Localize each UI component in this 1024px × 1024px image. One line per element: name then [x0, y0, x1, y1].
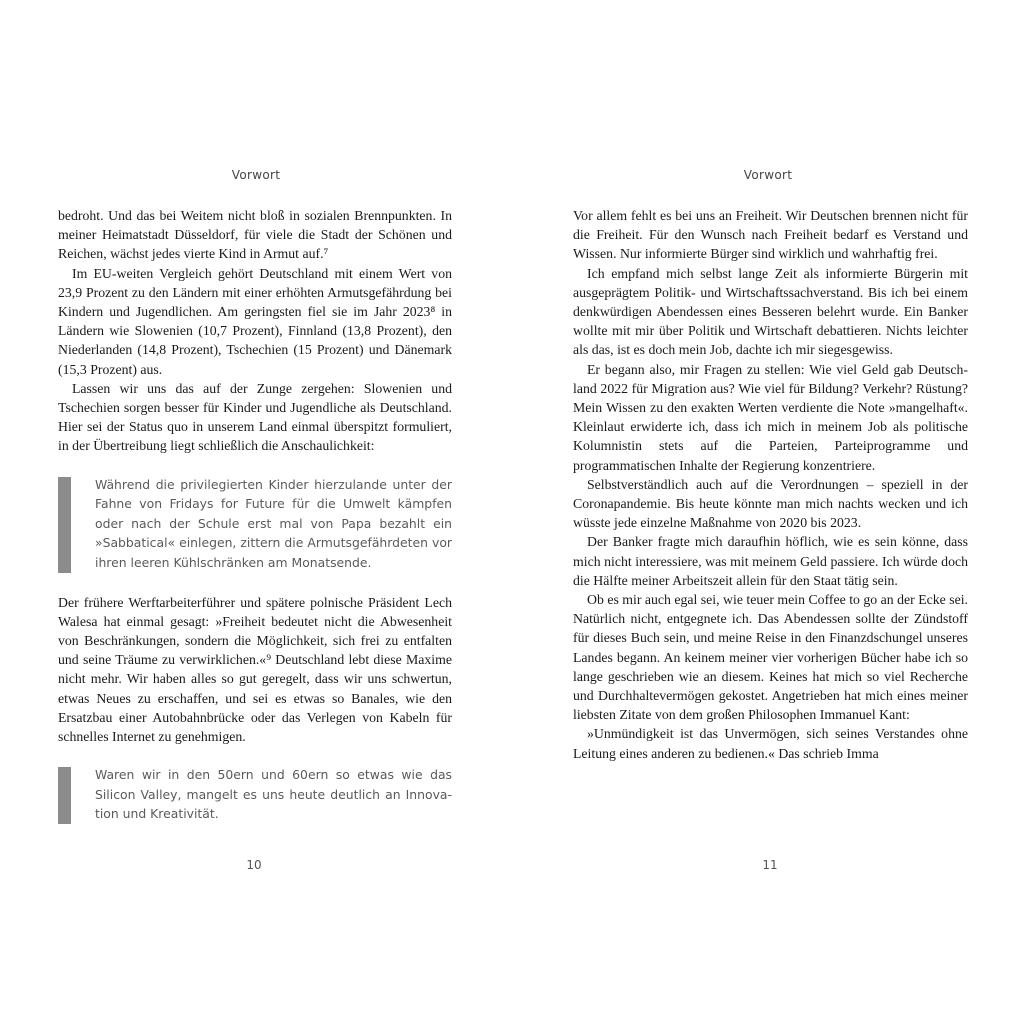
quote-bar	[58, 767, 71, 824]
body-text	[58, 206, 452, 844]
paragraph: Der Banker fragte mich daraufhin höflich, wie es sein könne, dass mich nicht interessiere, was mit meinem Geld passiere. Ich würde doch die Hälfte meiner Arbeitszeit allein für den Staat tätig sein.	[573, 534, 968, 588]
paragraph: Der frühere Werftarbeiterführer und spätere polnische Präsident Lech Walesa hat einmal gesagt: »Freiheit bedeutet nicht die Abwesenheit von Beschränkungen, sondern die Möglichkeit, sich frei zu entfalten und seine Träume zu verwirklichen.«⁹ Deutschland lebt diese Maxime nicht mehr. Wir haben alles so gut geregelt, dass wir uns schwertun, etwas Neues zu erschaffen, und sei es etwas so Banales, wie den Ersatzbau einer Autobahnbrücke oder das Verlegen von Kabeln für schnelles Internet zu genehmigen.	[58, 594, 452, 745]
paragraph: Ich empfand mich selbst lange Zeit als informierte Bürgerin mit ausgeprägtem Politik- und Wirtschaftssachverstand. Bis ich bei einem denkwürdigen Abendessen eines Besseren belehrt wurde. Ein Banker wollte mit mir über Politik und Wirtschaft debattieren. Nichts leichter als das, ist es doch mein Job, dachte ich mir siegesgewiss.	[573, 265, 968, 358]
paragraph: Selbstverständlich auch auf die Verordnungen – speziell in der Coronapandemie. Bis heute könnte man mich nachts wecken und ich wüsste jede einzelne Maßnahme von 2020 bis 2023.	[573, 476, 968, 531]
pull-quote	[58, 765, 452, 824]
paragraph: Ob es mir auch egal sei, wie teuer mein Coffee to go an der Ecke sei. Natürlich nicht, entgegnete ich. Das Abendessen sollte der Zündstoff für dieses Buch sein, und meine Reise in den Finanzdschungel unseres Landes begann. An keinem meiner vier vorherigen Bücher habe ich so lange geschrieben wie an diesem. Keines hat mich so viel Recherche und Durchhaltevermögen gekostet. Angetrieben hat mich eines meiner liebsten Zitate von dem großen Philosophen Immanuel Kant:	[573, 592, 968, 723]
pull-quote-text: Waren wir in den 50ern und 60ern so etwas wie das Silicon Valley, mangelt es uns heute deutlich an Innovation und Kreativität.	[95, 767, 452, 822]
body-text	[573, 206, 968, 763]
page-number: 10	[246, 858, 262, 872]
paragraph: Im EU-weiten Vergleich gehört Deutschland mit einem Wert von 23,9 Prozent zu den Ländern mit einer erhöhten Armutsgefährdung bei Kindern und Jugendlichen. Am geringsten fiel sie im Jahr 2023⁸ in Ländern wie Slowenien (10,7 Prozent), Finnland (13,8 Prozent), den Niederlanden (14,8 Prozent), Tschechien (15 Prozent) und Dänemark (15,3 Prozent) aus.	[58, 265, 452, 377]
pull-quote-text: Während die privilegierten Kinder hierzulande unter der Fahne von Fridays for Future für die Umwelt kämpfen oder nach der Schule erst mal von Papa bezahlt ein »Sabbatical« einlegen, zittern die Armutsgefährdeten vor ihren leeren Kühlschränken am Monatsende.	[95, 476, 452, 571]
running-head: Vorwort	[231, 168, 281, 182]
paragraph: bedroht. Und das bei Weitem nicht bloß in sozialen Brennpunkten. In meiner Heimatstadt Düsseldorf, für viele die Stadt der Schönen und Reichen, wächst jedes vierte Kind in Armut auf.⁷	[58, 208, 452, 262]
paragraph: »Unmündigkeit ist das Unvermögen, sich seines Verstandes ohne Leitung eines anderen zu bedienen.« Das schrieb Imma	[573, 726, 968, 761]
paragraph: Lassen wir uns das auf der Zunge zergehen: Slowenien und Tschechien sorgen besser für Kinder und Jugendliche als Deutschland. Hier sei der Status quo in unserem Land einmal überspitzt formuliert, in der Übertreibung liegt schließlich die Anschaulichkeit:	[58, 380, 452, 454]
quote-bar	[58, 477, 71, 573]
right-page	[512, 0, 1024, 1024]
paragraph: Er begann also, mir Fragen zu stellen: Wie viel Geld gab Deutschland 2022 für Migration aus? Wie viel für Bildung? Verkehr? Rüstung? Mein Wissen zu den exakten Werten verdiente die Note »mangelhaft«. Kleinlaut erwiderte ich, dass ich mich in meinem Job als politische Kolumnistin stets auf die Parteien, Parteiprogramme und programmatischen Inhalte der Regierung konzentriere.	[573, 361, 968, 473]
pull-quote	[58, 475, 452, 573]
running-head: Vorwort	[743, 168, 793, 182]
paragraph: Vor allem fehlt es bei uns an Freiheit. Wir Deutschen brennen nicht für die Freiheit. Für den Wunsch nach Freiheit bedarf es Verstand und Wissen. Nur informierte Bürger sind wirklich und wahrhaftig frei.	[573, 208, 968, 262]
page-number: 11	[762, 858, 778, 872]
